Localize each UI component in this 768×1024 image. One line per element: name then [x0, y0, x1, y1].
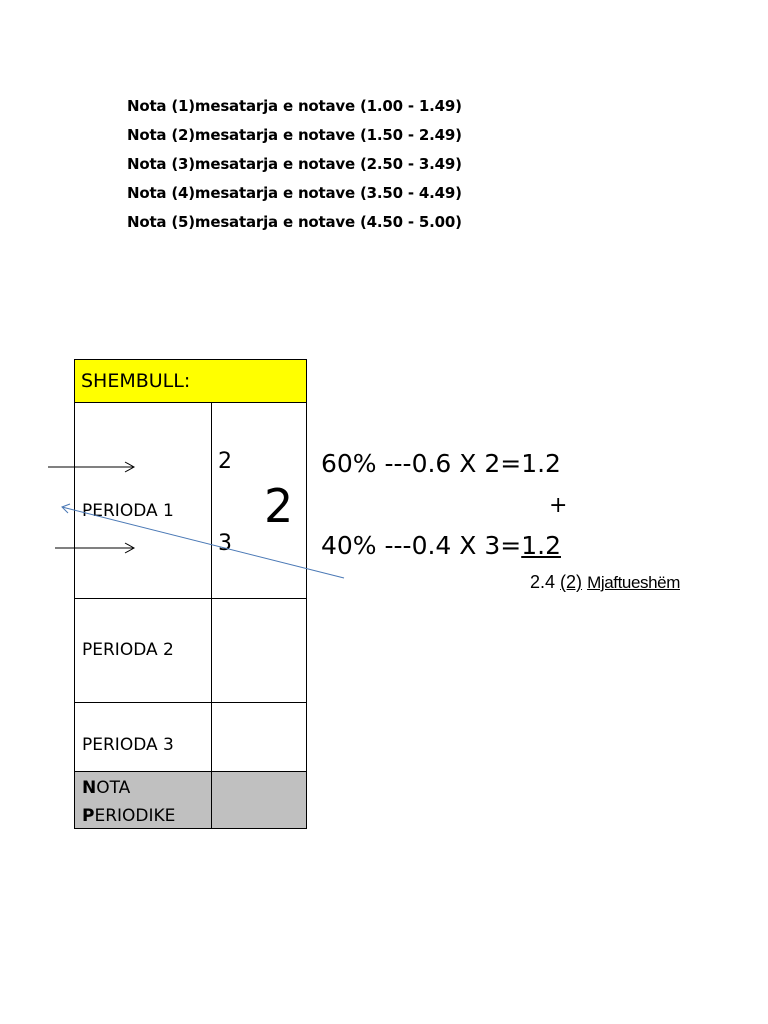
period-1-value-top: 2 [218, 449, 232, 474]
arrow-to-value-bottom [55, 543, 134, 553]
period-1-value-bottom: 3 [218, 531, 232, 556]
calc-line-1: 60% ---0.6 X 2=1.2 [321, 449, 561, 478]
grade-scale-line-1: Nota (1)mesatarja e notave (1.00 - 1.49) [127, 97, 462, 115]
periodike-rest: ERIODIKE [94, 806, 176, 826]
period-1-label: PERIODA 1 [82, 501, 174, 521]
nota-first-letter: N [82, 778, 97, 798]
calc-total-grade-label: Mjaftueshëm [587, 573, 680, 592]
arrow-to-value-top [48, 462, 134, 472]
grade-scale-line-3: Nota (3)mesatarja e notave (2.50 - 3.49) [127, 155, 462, 173]
table-header-label: SHEMBULL: [81, 370, 191, 392]
grade-scale-line-4: Nota (4)mesatarja e notave (3.50 - 4.49) [127, 184, 462, 202]
calc-total-value: 2.4 [530, 572, 556, 592]
nota-rest: OTA [96, 778, 131, 798]
period-1-final-grade: 2 [264, 479, 294, 533]
arrow-to-period-1 [62, 504, 344, 578]
calc-plus-sign: + [549, 493, 568, 518]
calc-line-2-result: 1.2 [521, 531, 561, 560]
period-2-label: PERIODA 2 [82, 640, 174, 660]
periodike-first-letter: P [82, 806, 95, 826]
period-3-label: PERIODA 3 [82, 735, 174, 755]
calc-total-grade: (2) [560, 572, 583, 592]
grade-scale-line-5: Nota (5)mesatarja e notave (4.50 - 5.00) [127, 213, 462, 231]
calc-line-2-prefix: 40% ---0.4 X 3= [321, 531, 522, 560]
grade-scale-line-2: Nota (2)mesatarja e notave (1.50 - 2.49) [127, 126, 462, 144]
